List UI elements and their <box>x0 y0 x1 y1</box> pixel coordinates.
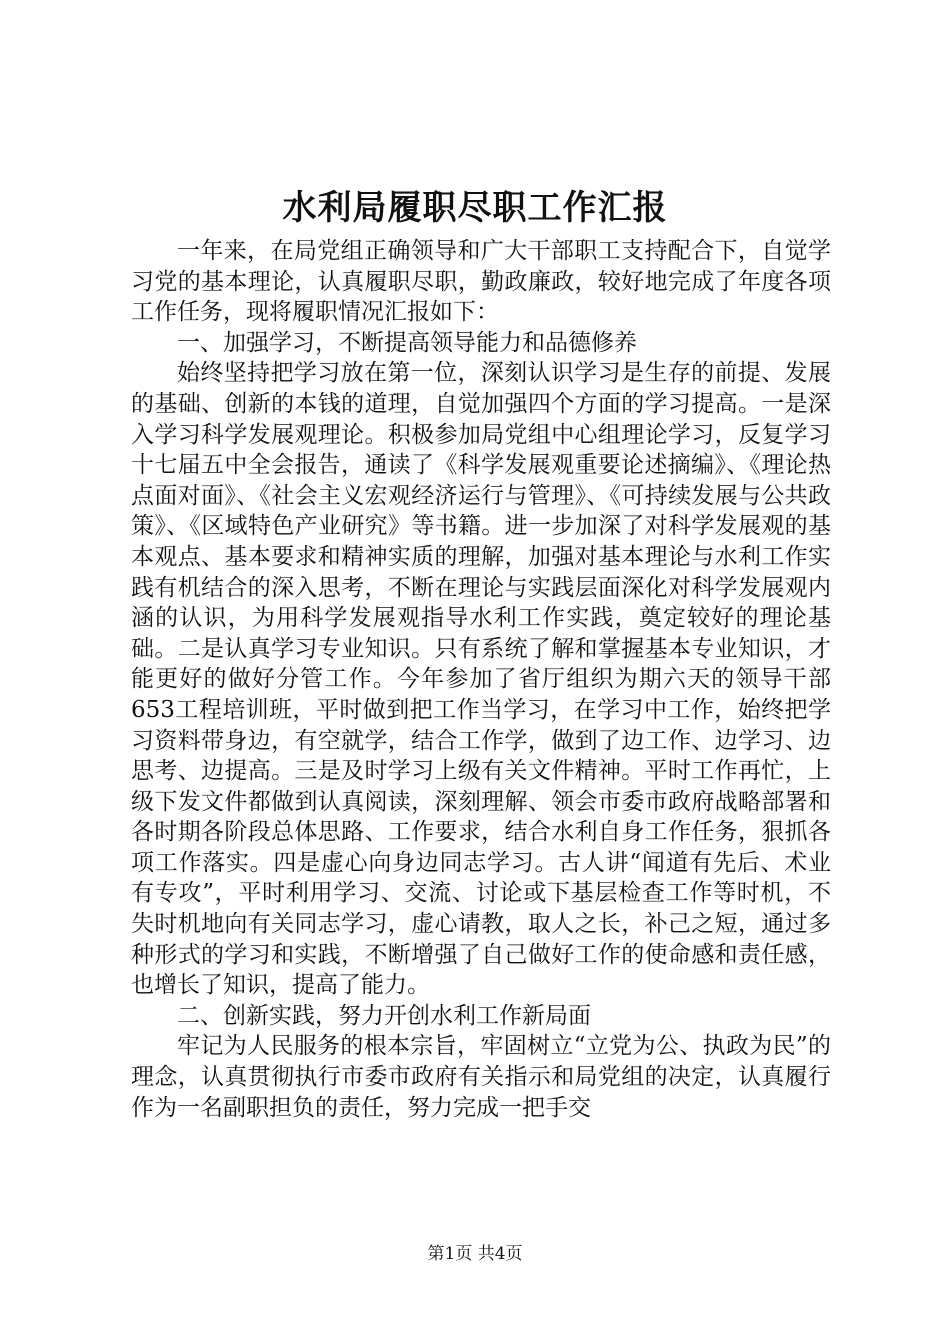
section-2-paragraph: 牢记为人民服务的根本宗旨，牢固树立“立党为公、执政为民”的理念，认真贯彻执行市委市政府有关指示和局党组的决定，认真履行作为一名副职担负的责任，努力完成一把手交 <box>131 1033 831 1121</box>
page-number-footer: 第1页 共4页 <box>427 1244 523 1264</box>
intro-paragraph: 一年来，在局党组正确领导和广大干部职工支持配合下，自觉学习党的基本理论，认真履职尽职，勤政廉政，较好地完成了年度各项工作任务，现将履职情况汇报如下： <box>131 238 831 326</box>
section-1-paragraph: 始终坚持把学习放在第一位，深刻认识学习是生存的前提、发展的基础、创新的本钱的道理，自觉加强四个方面的学习提高。一是深入学习科学发展观理论。积极参加局党组中心组理论学习，反复学习十七届五中全会报告，通读了《科学发展观重要论述摘编》、《理论热点面对面》、《社会主义宏观经济运行与管理》、《可持续发展与公共政策》、《区域特色产业研究》等书籍。进一步加深了对科学发展观的基本观点、基本要求和精神实质的理解，加强对基本理论与水利工作实践有机结合的深入思考，不断在理论与实践层面深化对科学发展观内涵的认识，为用科学发展观指导水利工作实践，奠定较好的理论基础。二是认真学习专业知识。只有系统了解和掌握基本专业知识，才能更好的做好分管工作。今年参加了省厅组织为期六天的领导干部653工程培训班，平时做到把工作当学习，在学习中工作，始终把学习资料带身边，有空就学，结合工作学，做到了边工作、边学习、边思考、边提高。三是及时学习上级有关文件精神。平时工作再忙，上级下发文件都做到认真阅读，深刻理解、领会市委市政府战略部署和各时期各阶段总体思路、工作要求，结合水利自身工作任务，狠抓各项工作落实。四是虚心向身边同志学习。古人讲“闻道有先后、术业有专攻”，平时利用学习、交流、讨论或下基层检查工作等时机，不失时机地向有关同志学习，虚心请教，取人之长，补己之短，通过多种形式的学习和实践，不断增强了自己做好工作的使命感和责任感，也增长了知识，提高了能力。 <box>131 360 831 999</box>
section-heading-1: 一、加强学习，不断提高领导能力和品德修养 <box>177 329 637 356</box>
document-body <box>131 236 831 1123</box>
section-heading-2: 二、创新实践，努力开创水利工作新局面 <box>177 1002 591 1029</box>
document-title: 水利局履职尽职工作汇报 <box>282 188 668 228</box>
